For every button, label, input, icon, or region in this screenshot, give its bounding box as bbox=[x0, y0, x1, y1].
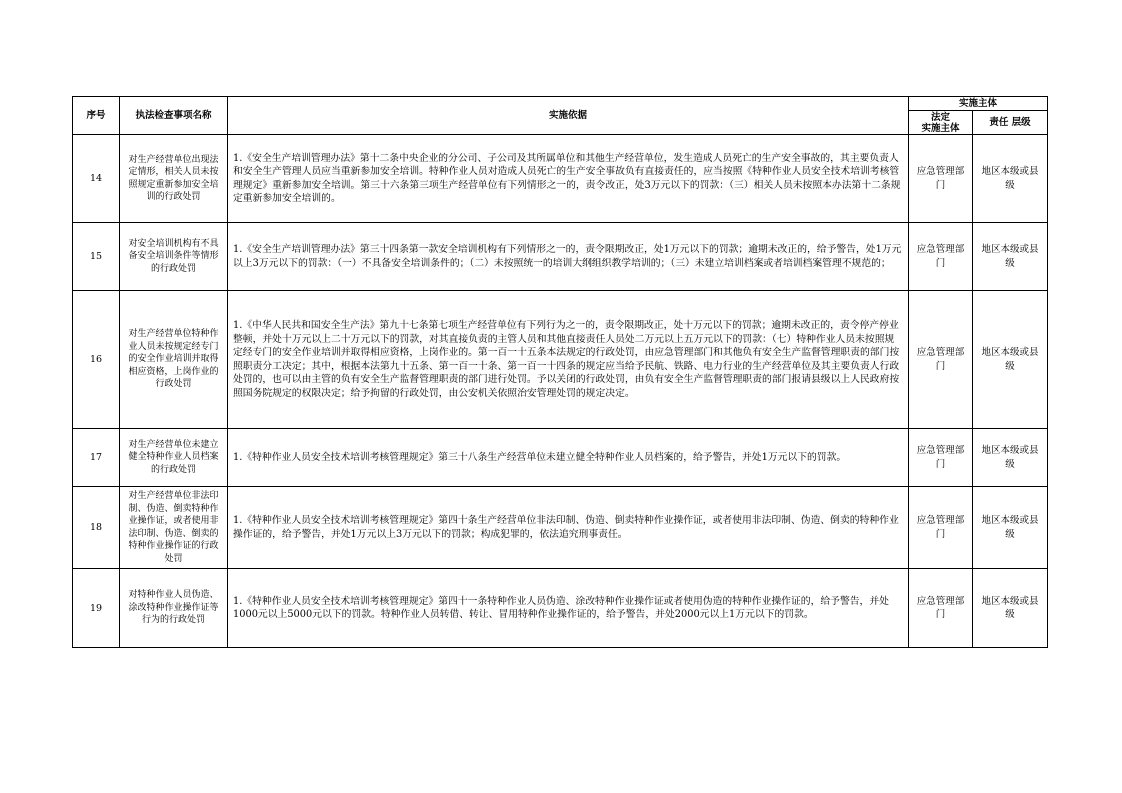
header-responsibility-level: 责任 层级 bbox=[973, 111, 1048, 135]
item-name: 对生产经营单位未建立健全特种作业人员档案的行政处罚 bbox=[120, 429, 228, 487]
row-number: 14 bbox=[73, 135, 120, 223]
table-row bbox=[73, 223, 1048, 291]
implementation-basis: 1.《特种作业人员安全技术培训考核管理规定》第四十一条特种作业人员伪造、涂改特种作业操作证或者使用伪造的特种作业操作证的，给予警告，并处1000元以上5000元以下的罚款。特种作业人员转借、转让、冒用特种作业操作证的，给予警告，并处2000元以上1万元以下的罚款。 bbox=[228, 569, 909, 648]
item-name: 对生产经营单位特种作业人员未按规定经专门的安全作业培训并取得相应资格，上岗作业的行政处罚 bbox=[120, 291, 228, 429]
implementation-basis: 1.《特种作业人员安全技术培训考核管理规定》第四十条生产经营单位非法印制、伪造、倒卖特种作业操作证，或者使用非法印制、伪造、倒卖的特种作业操作证的，给予警告，并处1万元以上3万元以下的罚款；构成犯罪的，依法追究刑事责任。 bbox=[228, 487, 909, 569]
legal-entity: 应急管理部门 bbox=[909, 487, 973, 569]
implementation-basis: 1.《特种作业人员安全技术培训考核管理规定》第三十八条生产经营单位未建立健全特种作业人员档案的，给予警告，并处1万元以下的罚款。 bbox=[228, 429, 909, 487]
legal-entity: 应急管理部门 bbox=[909, 223, 973, 291]
row-number: 16 bbox=[73, 291, 120, 429]
legal-entity: 应急管理部门 bbox=[909, 569, 973, 648]
row-number: 18 bbox=[73, 487, 120, 569]
item-name: 对生产经营单位出现法定情形，相关人员未按照规定重新参加安全培训的行政处罚 bbox=[120, 135, 228, 223]
table-row bbox=[73, 291, 1048, 429]
legal-entity: 应急管理部门 bbox=[909, 291, 973, 429]
row-number: 15 bbox=[73, 223, 120, 291]
responsibility-level: 地区本级或县级 bbox=[973, 135, 1048, 223]
implementation-basis: 1.《安全生产培训管理办法》第三十四条第一款安全培训机构有下列情形之一的，责令限期改正，处1万元以下的罚款；逾期未改正的，给予警告，处1万元以上3万元以下的罚款：（一）不具备安全培训条件的；（二）未按照统一的培训大纲组织教学培训的；（三）未建立培训档案或者培训档案管理不规范的； bbox=[228, 223, 909, 291]
legal-entity: 应急管理部门 bbox=[909, 429, 973, 487]
responsibility-level: 地区本级或县级 bbox=[973, 429, 1048, 487]
responsibility-level: 地区本级或县级 bbox=[973, 569, 1048, 648]
table-row bbox=[73, 429, 1048, 487]
responsibility-level: 地区本级或县级 bbox=[973, 223, 1048, 291]
item-name: 对安全培训机构有不具备安全培训条件等情形的行政处罚 bbox=[120, 223, 228, 291]
header-legal-entity: 法定 实施主体 bbox=[909, 111, 973, 135]
implementation-basis: 1.《中华人民共和国安全生产法》第九十七条第七项生产经营单位有下列行为之一的，责令限期改正，处十万元以下的罚款；逾期未改正的，责令停产停业整顿，并处十万元以上二十万元以下的罚款，对其直接负责的主管人员和其他直接责任人员处二万元以上五万元以下的罚款：（七）特种作业人员未按照规定经专门的安全作业培训并取得相应资格，上岗作业的。第一百一十五条本法规定的行政处罚，由应急管理部门和其他负有安全生产监督管理职责的部门按照职责分工决定；其中，根据本法第九十五条、第一百一十条、第一百一十四条的规定应当给予民航、铁路、电力行业的生产经营单位及其主要负责人行政处罚的，也可以由主管的负有安全生产监督管理职责的部门进行处罚。予以关闭的行政处罚，由负有安全生产监督管理职责的部门报请县级以上人民政府按照国务院规定的权限决定；给予拘留的行政处罚，由公安机关依照治安管理处罚的规定决定。 bbox=[228, 291, 909, 429]
row-number: 17 bbox=[73, 429, 120, 487]
item-name: 对特种作业人员伪造、涂改特种作业操作证等行为的行政处罚 bbox=[120, 569, 228, 648]
table-row bbox=[73, 569, 1048, 648]
header-implementing-entity: 实施主体 bbox=[909, 97, 1048, 111]
enforcement-items-table bbox=[72, 96, 1048, 648]
responsibility-level: 地区本级或县级 bbox=[973, 487, 1048, 569]
header-item-name: 执法检查事项名称 bbox=[120, 97, 228, 135]
implementation-basis: 1.《安全生产培训管理办法》第十二条中央企业的分公司、子公司及其所属单位和其他生产经营单位，发生造成人员死亡的生产安全事故的，其主要负责人和安全生产管理人员应当重新参加安全培训。特种作业人员对造成人员死亡的生产安全事故负有直接责任的，应当按照《特种作业人员安全技术培训考核管理规定》重新参加安全培训。第三十六条第三项生产经营单位有下列情形之一的，责令改正，处3万元以下的罚款：（三）相关人员未按照本办法第十二条规定重新参加安全培训的。 bbox=[228, 135, 909, 223]
responsibility-level: 地区本级或县级 bbox=[973, 291, 1048, 429]
table-row bbox=[73, 487, 1048, 569]
header-no: 序号 bbox=[73, 97, 120, 135]
header-basis: 实施依据 bbox=[228, 97, 909, 135]
table-row bbox=[73, 135, 1048, 223]
legal-entity: 应急管理部门 bbox=[909, 135, 973, 223]
row-number: 19 bbox=[73, 569, 120, 648]
item-name: 对生产经营单位非法印制、伪造、倒卖特种作业操作证，或者使用非法印制、伪造、倒卖的特种作业操作证的行政处罚 bbox=[120, 487, 228, 569]
